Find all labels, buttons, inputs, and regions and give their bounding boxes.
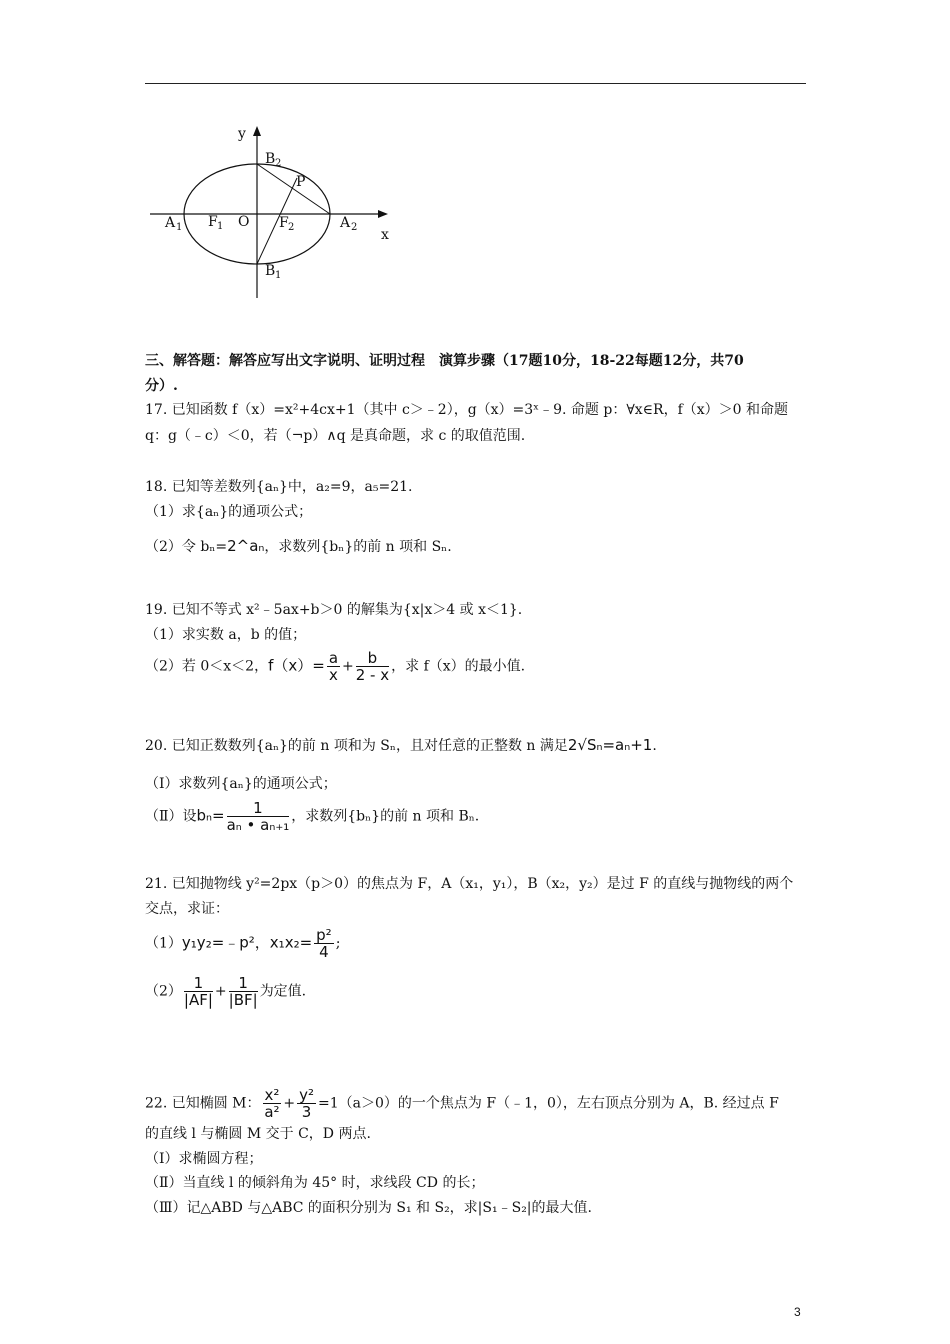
fraction: $\frac{1}{\text{aₙ • aₙ₊₁}}$ bbox=[226, 799, 290, 834]
q20-line2: （Ⅰ）求数列{aₙ}的通项公式； bbox=[145, 776, 337, 792]
x-arrow-icon bbox=[378, 210, 388, 218]
q22-line1: 22. 已知椭圆 M： $\frac{\text{x²}}{\text{a²}}$ + $\frac{\text{y²}}{3}$ =1（a＞0）的一个焦点为 F（﹣1，0），左右顶点分别为 A，B. 经过点 F bbox=[145, 1086, 779, 1121]
q18-line2: （1）求{aₙ}的通项公式； bbox=[145, 504, 313, 520]
q19-line1: 19. 已知不等式 x²﹣5ax+b＞0 的解集为{x|x＞4 或 x＜1}. bbox=[145, 602, 523, 618]
q21-line4: （2） $\frac{1}{|AF|}$ + $\frac{1}{|BF|}$ 为定值. bbox=[145, 974, 307, 1009]
section-heading: 三、解答题：解答应写出文字说明、证明过程 演算步骤（17题10分，18-22每题12分，共70 bbox=[145, 353, 744, 369]
q22-line5: （Ⅲ）记△ABD 与△ABC 的面积分别为 S₁ 和 S₂，求|S₁﹣S₂|的最大值. bbox=[145, 1200, 592, 1216]
fraction: $\frac{\text{y²}}{3}$ bbox=[299, 1086, 315, 1121]
svg-text:2: 2 bbox=[275, 158, 282, 169]
top-rule bbox=[145, 83, 806, 84]
label-b2: B bbox=[265, 151, 276, 167]
fraction: $\frac{a}{x}$ bbox=[328, 649, 339, 684]
q22-line2: 的直线 l 与椭圆 M 交于 C，D 两点. bbox=[145, 1126, 371, 1142]
page-number: 3 bbox=[794, 1305, 801, 1319]
fraction: $\frac{1}{|BF|}$ bbox=[228, 974, 258, 1009]
label-a2: A bbox=[340, 215, 351, 231]
q22-line3: （Ⅰ）求椭圆方程； bbox=[145, 1151, 263, 1167]
q19-line3: （2）若 0＜x＜2，f（x）= $\frac{a}{x}$ + $\frac{b}{2 - x}$ ，求 f（x）的最小值. bbox=[145, 649, 526, 684]
line-b1-p bbox=[257, 178, 297, 264]
q20-formula: 2√Sₙ=aₙ+1 bbox=[567, 736, 653, 754]
label-y: y bbox=[238, 126, 246, 142]
svg-text:1: 1 bbox=[217, 221, 224, 232]
ellipse-figure bbox=[150, 120, 400, 305]
q21-line1: 21. 已知抛物线 y²=2px（p＞0）的焦点为 F，A（x₁，y₁），B（x₂，y₂）是过 F 的直线与抛物线的两个 bbox=[145, 876, 794, 892]
label-o: O bbox=[238, 214, 250, 230]
svg-text:1: 1 bbox=[275, 270, 282, 281]
label-f2: F bbox=[279, 215, 289, 231]
q18-formula: 2^aₙ bbox=[227, 537, 265, 555]
q22-line4: （Ⅱ）当直线 l 的倾斜角为 45° 时，求线段 CD 的长； bbox=[145, 1175, 485, 1191]
q20-line3: （Ⅱ）设bₙ= $\frac{1}{\text{aₙ • aₙ₊₁}}$ ，求数列{bₙ}的前 n 项和 Bₙ. bbox=[145, 799, 480, 834]
q17-line2: q：g（﹣c）＜0，若（¬p）∧q 是真命题，求 c 的取值范围. bbox=[145, 428, 526, 444]
q18-line3: （2）令 bₙ=2^aₙ，求数列{bₙ}的前 n 项和 Sₙ. bbox=[145, 537, 452, 555]
label-a1: A bbox=[165, 215, 176, 231]
fraction: $\frac{\text{p²}}{4}$ bbox=[316, 926, 332, 961]
line-b2-a2 bbox=[257, 164, 330, 214]
q17-line1: 17. 已知函数 f（x）=x²+4cx+1（其中 c＞﹣2），g（x）=3ˣ﹣9. 命题 p：∀x∈R，f（x）＞0 和命题 bbox=[145, 402, 789, 418]
fraction: $\frac{1}{|AF|}$ bbox=[183, 974, 213, 1009]
q19-line2: （1）求实数 a，b 的值； bbox=[145, 627, 307, 643]
q20-line1: 20. 已知正数数列{aₙ}的前 n 项和为 Sₙ，且对任意的正整数 n 满足2√Sₙ=aₙ+1. bbox=[145, 736, 657, 754]
label-b1: B bbox=[265, 263, 276, 279]
fraction: $\frac{b}{2 - x}$ bbox=[355, 649, 390, 684]
svg-text:2: 2 bbox=[351, 222, 358, 233]
q18-line1: 18. 已知等差数列{aₙ}中，a₂=9，a₅=21. bbox=[145, 479, 413, 495]
label-p: P bbox=[296, 174, 306, 190]
q21-line2: 交点，求证： bbox=[145, 901, 229, 917]
label-f1: F bbox=[208, 214, 218, 230]
svg-text:1: 1 bbox=[176, 222, 183, 233]
label-x: x bbox=[381, 227, 389, 243]
q21-line3: （1）y₁y₂=﹣p²，x₁x₂= $\frac{\text{p²}}{4}$ ; bbox=[145, 926, 341, 961]
svg-text:2: 2 bbox=[288, 222, 295, 233]
fraction: $\frac{\text{x²}}{\text{a²}}$ bbox=[264, 1086, 280, 1121]
y-arrow-icon bbox=[253, 126, 261, 136]
section-heading-cont: 分）. bbox=[145, 378, 178, 394]
